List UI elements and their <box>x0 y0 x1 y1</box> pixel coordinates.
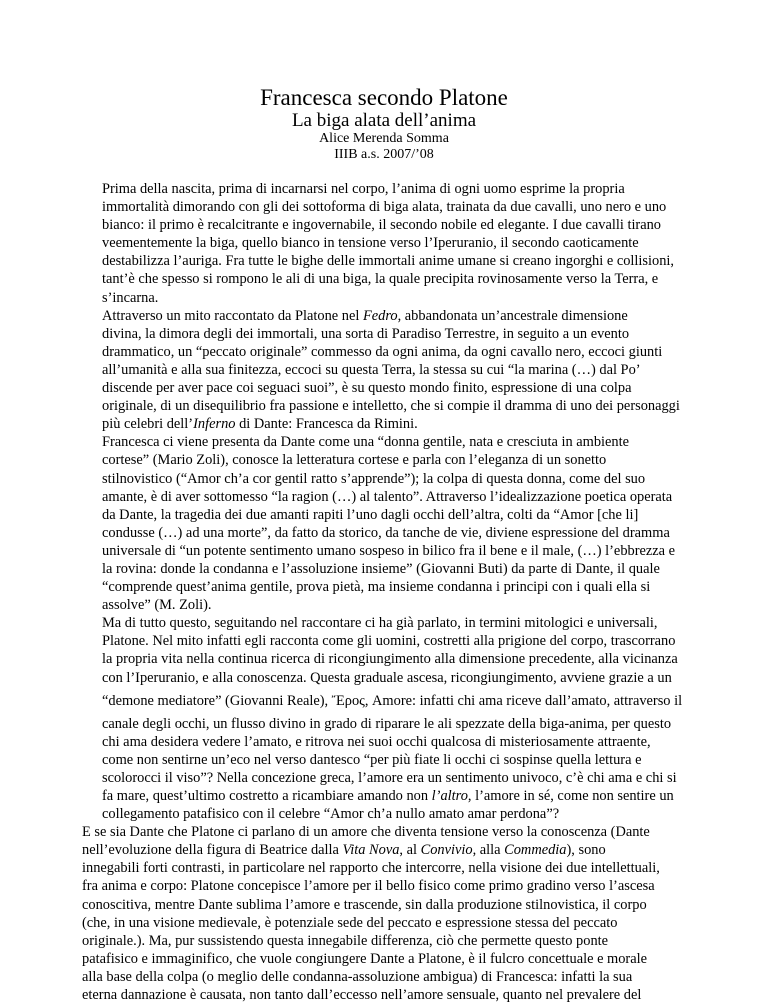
text-line: nell’evoluzione della figura di Beatrice dalla Vita Nova, al Convivio, alla Commedia), sono <box>82 842 606 859</box>
text-line: fra anima e corpo: Platone concepisce l’amore per il bello fisico come primo gradino verso l’ascesa <box>82 878 655 895</box>
text-line: fa mare, quest’ultimo costretto a ricambiare amando non l’altro, l’amore in sé, come non sentire un <box>102 788 674 804</box>
text-line: bianco: il primo è recalcitrante e ingovernabile, il secondo nobile ed elegante. I due cavalli tirano <box>102 217 662 234</box>
text-line: conoscitiva, mentre Dante sublima l’amore e trascende, sin dalla produzione stilnovistica, il corpo <box>82 896 647 913</box>
text-line: “comprende quest’anima gentile, prova pietà, ma insieme condanna i principi con i quali ella si <box>102 579 651 596</box>
text-line: discende per aver pace coi seguaci suoi”, è su questo mondo finito, espressione di una colpa <box>102 380 632 397</box>
text-line: scolorocci il viso”? Nella concezione greca, l’amore era un sentimento univoco, c’è chi ama e chi si <box>102 769 677 786</box>
text-line: Francesca ci viene presenta da Dante come una “donna gentile, nata e cresciuta in ambiente <box>102 434 630 451</box>
text-line: all’umanità e alla sua finitezza, eccoci su questa Terra, la stessa su cui “la marina (…) dal Po’ <box>102 361 641 378</box>
paragraph-3 <box>82 433 702 614</box>
text-line: originale.). Ma, pur sussistendo questa innegabile differenza, ciò che permette questo ponte <box>82 932 609 949</box>
text-line: “demone mediatore” (Giovanni Reale), Ἔρος, Amore: infatti chi ama riceve dall’amato, attraverso il <box>102 692 683 709</box>
book-title-inferno: Inferno <box>193 416 236 433</box>
text-line: s’incarna. <box>102 289 159 306</box>
text-line: stilnovistico (“Amor ch’a cor gentil ratto s’apprende”); la colpa di questa donna, come del suo <box>102 470 646 487</box>
text-line: universale di “un potente sentimento umano sospeso in bilico fra il bene e il male, (…) l’ebbrezza e <box>102 542 676 559</box>
paragraph-5 <box>82 823 702 1004</box>
text-line: immortalità dimorando con gli dei sottoforma di biga alata, trainata da due cavalli, uno nero e uno <box>102 199 667 216</box>
text-line: condusse (…) ad una morte”, da fatto da storico, da tanche de vie, diviene espressione del dramma <box>102 524 670 541</box>
text-line: chi ama desidera vedere l’amato, e ritrova nei suoi occhi qualcosa di misteriosamente attraente, <box>102 733 651 750</box>
text-line: Attraverso un mito raccontato da Platone nel Fedro, abbandonata un’ancestrale dimensione <box>102 307 628 324</box>
text-line: canale degli occhi, un flusso divino in grado di riparare le ali spezzate della biga-anima, per questo <box>102 715 672 732</box>
author-name: Alice Merenda Somma <box>319 131 449 146</box>
book-title-fedro: Fedro <box>362 307 398 324</box>
text-line: (che, in una visione medievale, è potenziale sede del peccato e espressione stessa del peccato <box>82 914 618 931</box>
text-line: E se sia Dante che Platone ci parlano di un amore che diventa tensione verso la conoscenza (Dante <box>82 824 650 841</box>
text-line: Platone. Nel mito infatti egli racconta come gli uomini, costretti alla prigione del corpo, trascorrano <box>102 633 676 650</box>
text-line: destabilizza l’auriga. Fra tutte le bighe delle immortali anime umane si creano ingorghi e collisioni, <box>102 253 674 270</box>
text-line: drammatico, un “peccato originale” commesso da ogni anima, da ogni cavallo nero, eccoci giunti <box>102 343 663 360</box>
text-line: collegamento patafisico con il celebre “Amor ch’a nullo amato amar perdona”? <box>102 806 560 823</box>
document-title: Francesca secondo Platone <box>260 85 508 110</box>
text-line: eterna dannazione è causata, non tanto dall’eccesso nell’amore sensuale, quanto nel prevalere del <box>82 987 642 1004</box>
text-line: Ma di tutto questo, seguitando nel raccontare ci ha già parlato, in termini mitologici e universali, <box>102 615 658 632</box>
text-line: più celebri dell’Inferno di Dante: Francesca da Rimini. <box>102 416 418 433</box>
text-line: veementemente la biga, quello bianco in tensione verso l’Iperuranio, il secondo caoticamente <box>102 235 639 252</box>
class-info: IIIB a.s. 2007/’08 <box>334 147 434 162</box>
book-title-vita-nova: Vita Nova <box>342 842 400 859</box>
text-line: la rovina: donde la condanna e l’assoluzione insieme” (Giovanni Buti) da parte di Dante, il quale <box>102 560 660 577</box>
text-line: cortese” (Mario Zoli), conosce la letteratura cortese e parla con l’eleganza di un sonetto <box>102 452 607 469</box>
document-body <box>82 180 702 1004</box>
document-subtitle: La biga alata dell’anima <box>291 110 477 131</box>
text-line: divina, la dimora degli dei immortali, una sorta di Paradiso Terrestre, in seguito a un evento <box>102 325 630 342</box>
paragraph-4 <box>82 614 702 823</box>
text-line: amante, è di aver sottomesso “la ragion (…) al talento”. Attraverso l’idealizzazione poetica operata <box>102 488 673 505</box>
paragraph-1 <box>82 180 702 307</box>
text-line: assolve” (M. Zoli). <box>102 597 212 614</box>
paragraph-2 <box>82 307 702 434</box>
text-line: da Dante, la tragedia dei due amanti rapiti l’uno dagli occhi dell’altra, colti da “Amor [che li] <box>102 506 639 523</box>
emphasis-laltro: l’altro <box>431 788 468 804</box>
text-line: con l’Iperuranio, e alla conoscenza. Questa graduale ascesa, ricongiungimento, avviene grazie a un <box>102 669 672 686</box>
book-title-commedia: Commedia <box>504 842 567 859</box>
text-line: innegabili forti contrasti, in particolare nel rapporto che intercorre, nella visione dei due intellettuali, <box>82 860 660 877</box>
text-line: originale, di un disequilibrio fra passione e intelletto, che si compie il dramma di uno dei personaggi <box>102 398 680 415</box>
text-line: alla base della colpa (o meglio delle condanna-assoluzione ambigua) di Francesca: infatti la sua <box>82 968 633 985</box>
text-line: come non sentirne un’eco nel verso dantesco “per più fiate li occhi ci sospinse quella lettura e <box>102 751 642 768</box>
text-line: la propria vita nella continua ricerca di ricongiungimento alla dimensione precedente, alla vicinanza <box>102 651 678 668</box>
text-line: patafisico e immaginifico, che vuole congiungere Dante a Platone, è il fulcro concettuale e morale <box>82 950 648 967</box>
text-line: Prima della nascita, prima di incarnarsi nel corpo, l’anima di ogni uomo esprime la propria <box>102 181 625 197</box>
text-line: tant’è che spesso si rompono le ali di una biga, la quale precipita rovinosamente verso la Terra, e <box>102 271 659 288</box>
book-title-convivio: Convivio <box>420 842 473 859</box>
